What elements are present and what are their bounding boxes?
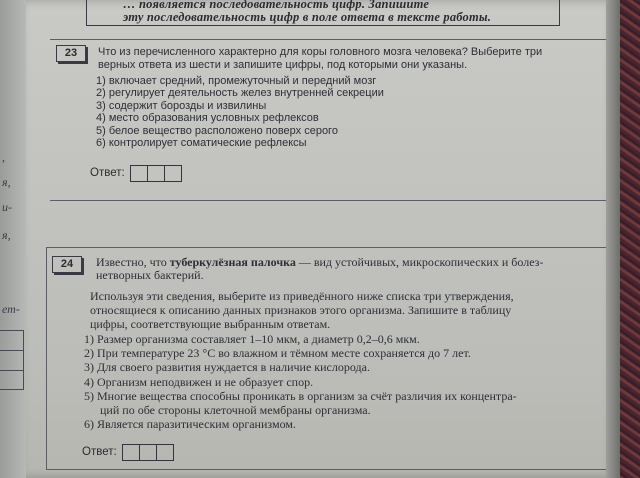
options-list [84,332,517,431]
option-item: 3) Для своего развития нуждается в наличие кислорода. [84,360,370,375]
answer-cell[interactable] [147,165,165,182]
left-fragment: , [2,150,5,164]
option-item: 6) Является паразитическим организмом. [84,417,296,432]
task-text [90,290,620,331]
left-page-edge [0,0,26,478]
divider [50,39,610,40]
divider [50,200,610,201]
left-table-fragment [0,330,24,390]
left-fragment: ет- [2,302,20,316]
task-line: цифры, соответствующие выбранным ответам. [90,316,331,331]
question-text-line: верных ответа из шести и запишите цифры, под которыми они указаны. [98,58,468,71]
instruction-line-2: эту последовательность цифр в поле ответа в тексте работы. [123,10,492,24]
worksheet-page [26,0,618,478]
answer-cells[interactable] [130,165,181,182]
task-line: относящиеся к описанию данных признаков этого организма. Запишите в таблицу [90,302,512,317]
option-item: 4) Организм неподвижен и не образует спор. [84,374,314,389]
answer-cell[interactable] [122,444,140,461]
question-intro-line: нетворных бактерий. [96,267,204,282]
left-fragment: я, [2,175,11,189]
question-text-line: Что из перечисленного характерно для коры головного мозга человека? Выберите три [98,46,543,58]
page-shadow-edge [606,0,620,478]
option-item: 5) Многие вещества способны проникать в организм за счёт различия их концентра- [84,388,517,403]
answer-cell[interactable] [164,165,182,182]
question-intro-line [96,256,616,269]
intro-text: Известно, что [96,255,170,269]
question-number: 23 [56,45,86,62]
answer-cell[interactable] [156,444,174,461]
option-item: 2) При температуре 23 °С во влажном и тёмном месте сохраняется до 7 лет. [84,346,471,361]
question-text [98,46,542,71]
bracket-line [46,247,47,469]
answer-cell[interactable] [130,165,148,182]
answer-label: Ответ: [82,446,117,458]
intro-bold-term: туберкулёзная палочка [169,255,296,269]
intro-text: — вид устойчивых, микроскопических и болез- [295,255,544,269]
option-item: 3) содержит борозды и извилины [96,99,267,112]
option-item: 6) контролирует соматические рефлексы [96,137,307,150]
option-item: 1) Размер организма составляет 1–10 мкм, а диаметр 0,2–0,6 мкм. [84,332,420,346]
answer-cells[interactable] [122,444,173,461]
left-fragment: и- [2,200,12,214]
instruction-line-1: … появляется последовательность цифр. Запишите [123,0,430,11]
instruction-box [86,0,560,26]
option-item: ций по обе стороны клеточной мембраны организма. [100,403,371,418]
option-item: 4) место образования условных рефлексов [96,112,319,125]
answer-label: Ответ: [90,167,125,179]
task-line: Используя эти сведения, выберите из приведённого ниже списка три утверждения, [90,289,514,303]
divider [46,247,614,248]
option-item: 1) включает средний, промежуточный и передний мозг [96,75,377,87]
option-item: 5) белое вещество расположено поверх серого [96,124,338,137]
options-list [96,75,384,149]
option-item: 2) регулирует деятельность желез внутренней секреции [96,87,384,100]
divider [46,469,614,470]
left-fragment: я, [2,228,11,242]
question-number: 24 [52,256,82,273]
answer-cell[interactable] [139,444,157,461]
question-intro [96,256,616,281]
